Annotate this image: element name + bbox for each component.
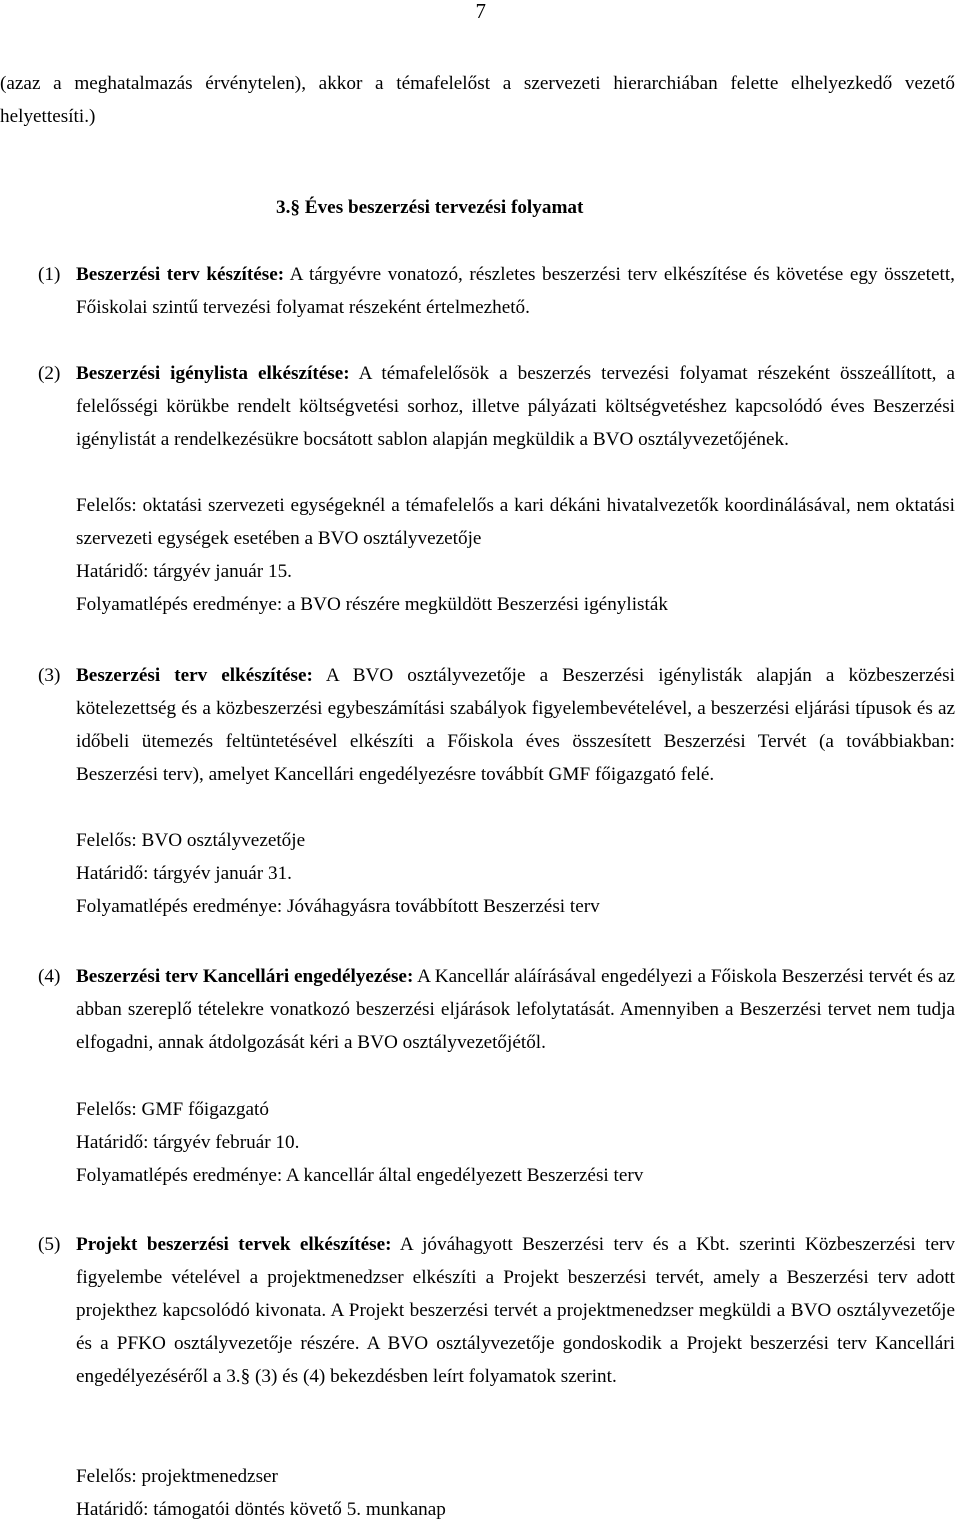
item-3-number: (3) — [38, 665, 61, 686]
item-4-responsible: Felelős: GMF főigazgató — [76, 1099, 269, 1120]
intro-paragraph: (azaz a meghatalmazás érvénytelen), akkor a témafelelőst a szervezeti hierarchiában felette elhelyezkedő vezető helyettesíti.) — [0, 73, 955, 127]
item-2-responsible: Felelős: oktatási szervezeti egységeknél a témafelelős a kari dékáni hivatalvezetők koordinálásával, nem oktatási szervezeti egységek esetében a BVO osztályvezetője — [76, 495, 955, 549]
section-heading: 3.§ Éves beszerzési tervezési folyamat — [276, 197, 584, 218]
item-1-number: (1) — [38, 264, 61, 285]
item-3-text: A BVO osztályvezetője a Beszerzési igénylisták alapján a közbeszerzési kötelezettség és a közbeszerzési egybeszámítási szabályok figyelembevételével, a beszerzési eljárási típusok és az időbeli ütemezés feltüntetésével elkészíti a Főiskola éves összesített Beszerzési Tervét (a továbbiakban: Beszerzési terv), amelyet Kancellári engedélyezésre továbbít GMF főigazgató felé. — [76, 665, 955, 785]
item-4-result: Folyamatlépés eredménye: A kancellár által engedélyezett Beszerzési terv — [76, 1165, 644, 1186]
page-number: 7 — [475, 0, 486, 23]
item-5-text: A jóváhagyott Beszerzési terv és a Kbt. szerinti Közbeszerzési terv figyelembe vételével a projektmenedzser elkészíti a Projekt beszerzési tervét, amely a Beszerzési terv adott projekthez kapcsolódó kivonata. A Projekt beszerzési tervét a projektmenedzser megküldi a BVO osztályvezetője és a PFKO osztályvezetője részére. A BVO osztályvezetője gondoskodik a Projekt beszerzési terv Kancellári engedélyezéséről a 3.§ (3) és (4) bekezdésben leírt folyamatok szerint. — [76, 1234, 955, 1387]
item-5-paragraph — [76, 1228, 955, 1393]
item-3-result: Folyamatlépés eredménye: Jóváhagyásra továbbított Beszerzési terv — [76, 896, 600, 917]
item-4-paragraph — [76, 960, 955, 1059]
item-5-responsible: Felelős: projektmenedzser — [76, 1466, 278, 1487]
item-1-paragraph — [76, 258, 955, 324]
item-4-number: (4) — [38, 966, 61, 987]
item-2-paragraph — [76, 357, 955, 456]
item-3-lead: Beszerzési terv elkészítése: — [76, 665, 313, 686]
item-2-deadline: Határidő: tárgyév január 15. — [76, 561, 292, 582]
item-3-paragraph — [76, 659, 955, 791]
item-5-number: (5) — [38, 1234, 61, 1255]
item-3-responsible: Felelős: BVO osztályvezetője — [76, 830, 306, 851]
item-2-lead: Beszerzési igénylista elkészítése: — [76, 363, 350, 384]
item-4-lead: Beszerzési terv Kancellári engedélyezése: — [76, 966, 414, 987]
item-3-deadline: Határidő: tárgyév január 31. — [76, 863, 292, 884]
item-4-text: A Kancellár aláírásával engedélyezi a Főiskola Beszerzési tervét és az abban szereplő tételekre vonatkozó beszerzési eljárások lefolytatását. Amennyiben a Beszerzési tervet nem tudja elfogadni, annak átdolgozását kéri a BVO osztályvezetőjétől. — [76, 966, 955, 1053]
item-1-lead: Beszerzési terv készítése: — [76, 264, 285, 285]
item-5-lead: Projekt beszerzési tervek elkészítése: — [76, 1234, 392, 1255]
item-2-number: (2) — [38, 363, 61, 384]
item-2-text: A témafelelősök a beszerzés tervezési folyamat részeként összeállított, a felelősségi körükbe rendelt költségvetési sorhoz, illetve pályázati költségvetéshez kapcsolódó éves Beszerzési igénylistát a rendelkezésükre bocsátott sablon alapján megküldik a BVO osztályvezetőjének. — [76, 363, 955, 450]
item-1-text: A tárgyévre vonatozó, részletes beszerzési terv elkészítése és követése egy összetett, Főiskolai szintű tervezési folyamat részeként értelmezhető. — [76, 264, 955, 318]
item-4-deadline: Határidő: tárgyév február 10. — [76, 1132, 300, 1153]
item-2-result: Folyamatlépés eredménye: a BVO részére megküldött Beszerzési igénylisták — [76, 594, 668, 615]
item-5-deadline: Határidő: támogatói döntés követő 5. munkanap — [76, 1499, 446, 1520]
